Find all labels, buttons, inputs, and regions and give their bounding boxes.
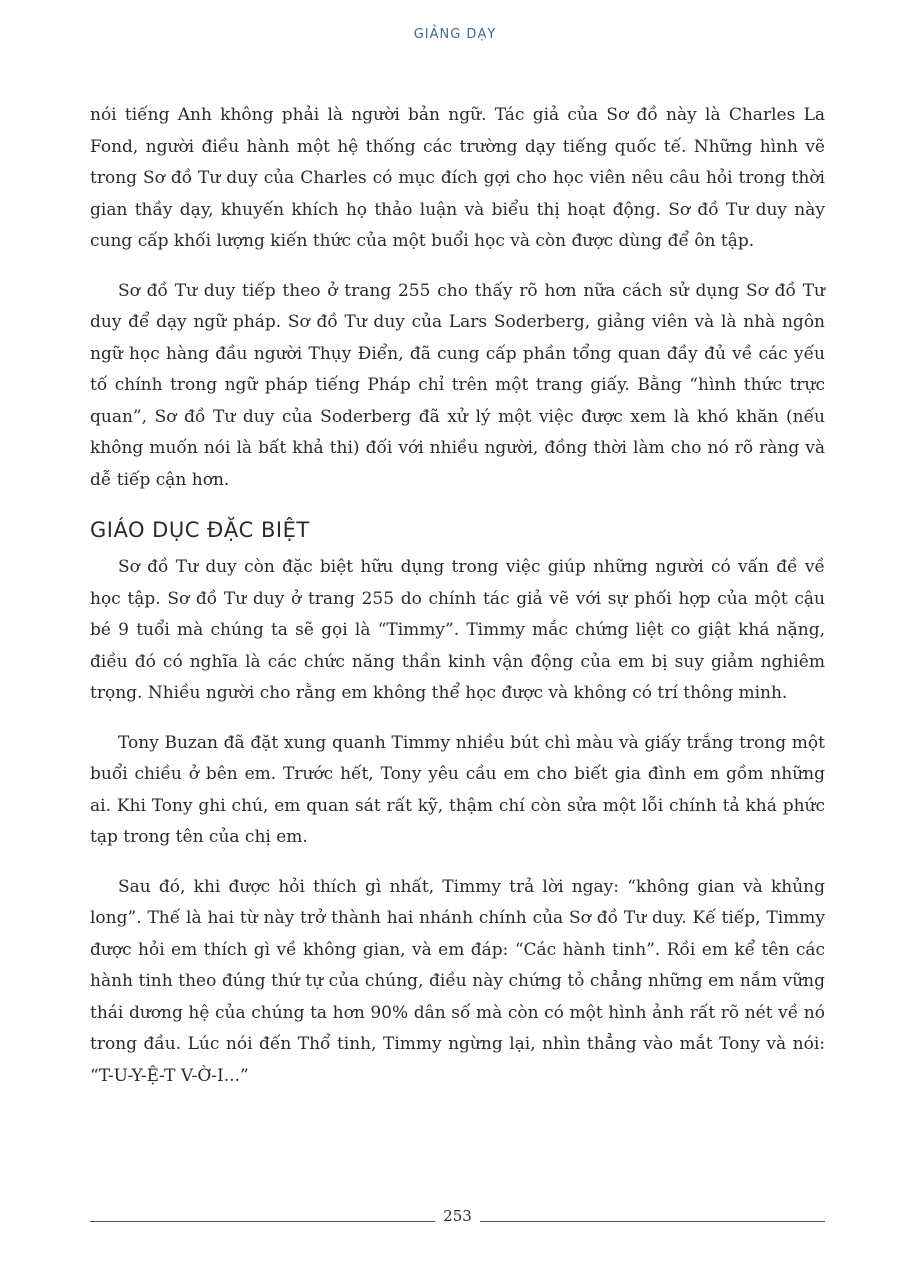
- paragraph-grammar-mindmap: Sơ đồ Tư duy tiếp theo ở trang 255 cho thấy rõ hơn nữa cách sử dụng Sơ đồ Tư duy để dạy ngữ pháp. Sơ đồ Tư duy của Lars Soderberg, giảng viên và là nhà ngôn ngữ học hàng đầu người Thụy Điển, đã cung cấp phần tổng quan đầy đủ về các yếu tố chính trong ngữ pháp tiếng Pháp chỉ trên một trang giấy. Bằng “hình thức trực quan”, Sơ đồ Tư duy của Soderberg đã xử lý một việc được xem là khó khăn (nếu không muốn nói là bất khả thi) đối với nhiều người, đồng thời làm cho nó rõ ràng và dễ tiếp cận hơn.: [90, 280, 825, 490]
- running-header: GIẢNG DẠY: [413, 27, 497, 42]
- footer-rule-right: [480, 1221, 825, 1222]
- paragraph-timmy-family: Tony Buzan đã đặt xung quanh Timmy nhiều bút chì màu và giấy trắng trong một buổi chiều ở bên em. Trước hết, Tony yêu cầu em cho biết gia đình em gồm những ai. Khi Tony ghi chú, em quan sát rất kỹ, thậm chí còn sửa một lỗi chính tả khá phức tạp trong tên của chị em.: [90, 732, 825, 847]
- section-heading: GIÁO DỤC ĐẶC BIỆT: [90, 518, 310, 542]
- page-body: [90, 100, 825, 1110]
- footer-rule-left: [90, 1221, 435, 1222]
- paragraph-timmy-space: Sau đó, khi được hỏi thích gì nhất, Timmy trả lời ngay: “không gian và khủng long”. Thế là hai từ này trở thành hai nhánh chính của Sơ đồ Tư duy. Kế tiếp, Timmy được hỏi em thích gì về không gian, và em đáp: “Các hành tinh”. Rồi em kể tên các hành tinh theo đúng thứ tự của chúng, điều này chứng tỏ chẳng những em nắm vững thái dương hệ của chúng ta hơn 90% dân số mà còn có một hình ảnh rất rõ nét về nó trong đầu. Lúc nói đến Thổ tinh, Timmy ngừng lại, nhìn thẳng vào mắt Tony và nói: “T-U-Y-Ệ-T V-Ờ-I...”: [90, 876, 825, 1086]
- paragraph-continuation: nói tiếng Anh không phải là người bản ngữ. Tác giả của Sơ đồ này là Charles La Fond, người điều hành một hệ thống các trường dạy tiếng quốc tế. Những hình vẽ trong Sơ đồ Tư duy của Charles có mục đích gợi cho học viên nêu câu hỏi trong thời gian thầy dạy, khuyến khích họ thảo luận và biểu thị hoạt động. Sơ đồ Tư duy này cung cấp khối lượng kiến thức của một buổi học và còn được dùng để ôn tập.: [90, 105, 825, 251]
- page-footer: [90, 1207, 825, 1231]
- page-number: 253: [443, 1207, 472, 1225]
- paragraph-special-education: Sơ đồ Tư duy còn đặc biệt hữu dụng trong việc giúp những người có vấn đề về học tập. Sơ đồ Tư duy ở trang 255 do chính tác giả vẽ với sự phối hợp của một cậu bé 9 tuổi mà chúng ta sẽ gọi là “Timmy”. Timmy mắc chứng liệt co giật khá nặng, điều đó có nghĩa là các chức năng thần kinh vận động của em bị suy giảm nghiêm trọng. Nhiều người cho rằng em không thể học được và không có trí thông minh.: [90, 557, 825, 703]
